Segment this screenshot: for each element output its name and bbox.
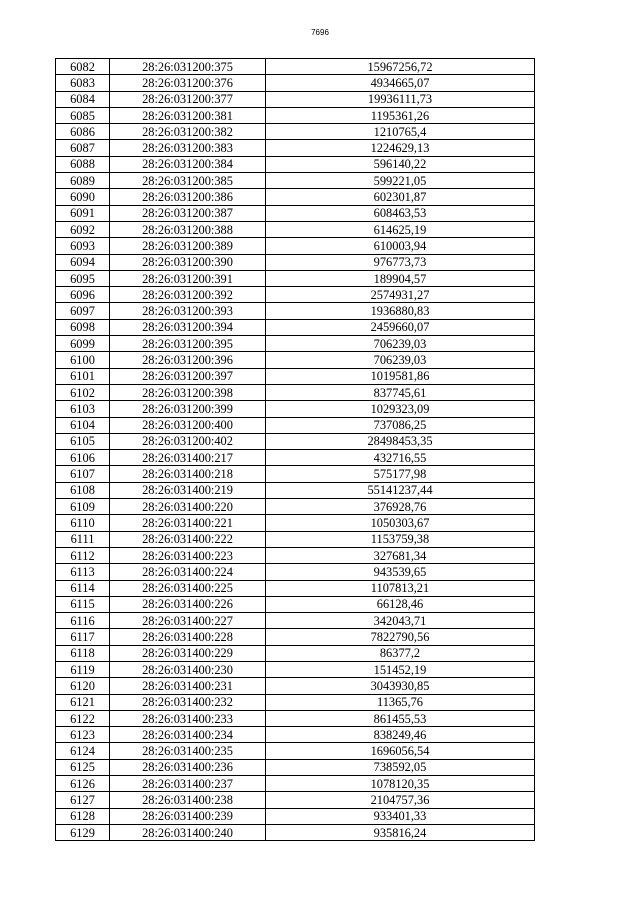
row-number-cell: 6092	[56, 221, 110, 237]
value-cell: 610003,94	[266, 238, 535, 254]
value-cell: 86377,2	[266, 645, 535, 661]
table-row	[56, 336, 535, 352]
cadastral-number-cell: 28:26:031400:236	[110, 759, 266, 775]
value-cell: 151452,19	[266, 661, 535, 677]
row-number-cell: 6125	[56, 759, 110, 775]
table-row	[56, 173, 535, 189]
table-row	[56, 417, 535, 433]
row-number-cell: 6097	[56, 303, 110, 319]
cadastral-number-cell: 28:26:031400:231	[110, 678, 266, 694]
table-row	[56, 515, 535, 531]
cadastral-number-cell: 28:26:031200:387	[110, 205, 266, 221]
value-cell: 1195361,26	[266, 107, 535, 123]
row-number-cell: 6126	[56, 776, 110, 792]
value-cell: 1050303,67	[266, 515, 535, 531]
row-number-cell: 6106	[56, 450, 110, 466]
value-cell: 2104757,36	[266, 792, 535, 808]
page-number: 7696	[311, 28, 329, 37]
table-row	[56, 450, 535, 466]
row-number-cell: 6099	[56, 336, 110, 352]
table-row	[56, 221, 535, 237]
table-row	[56, 596, 535, 612]
value-cell: 608463,53	[266, 205, 535, 221]
cadastral-number-cell: 28:26:031200:393	[110, 303, 266, 319]
cadastral-number-cell: 28:26:031200:391	[110, 270, 266, 286]
row-number-cell: 6088	[56, 156, 110, 172]
table-row	[56, 384, 535, 400]
row-number-cell: 6093	[56, 238, 110, 254]
cadastral-number-cell: 28:26:031400:240	[110, 824, 266, 840]
row-number-cell: 6118	[56, 645, 110, 661]
row-number-cell: 6112	[56, 547, 110, 563]
table-row	[56, 124, 535, 140]
value-cell: 55141237,44	[266, 482, 535, 498]
value-cell: 599221,05	[266, 173, 535, 189]
table-row	[56, 564, 535, 580]
table-row	[56, 59, 535, 75]
cadastral-number-cell: 28:26:031200:400	[110, 417, 266, 433]
cadastral-number-cell: 28:26:031400:222	[110, 531, 266, 547]
row-number-cell: 6090	[56, 189, 110, 205]
row-number-cell: 6085	[56, 107, 110, 123]
table-row	[56, 270, 535, 286]
table-row	[56, 727, 535, 743]
value-cell: 1107813,21	[266, 580, 535, 596]
cadastral-number-cell: 28:26:031400:237	[110, 776, 266, 792]
value-cell: 19936111,73	[266, 91, 535, 107]
cadastral-number-cell: 28:26:031400:224	[110, 564, 266, 580]
cadastral-number-cell: 28:26:031200:388	[110, 221, 266, 237]
table-row	[56, 499, 535, 515]
cadastral-number-cell: 28:26:031200:392	[110, 287, 266, 303]
cadastral-number-cell: 28:26:031400:221	[110, 515, 266, 531]
value-cell: 1078120,35	[266, 776, 535, 792]
value-cell: 2459660,07	[266, 319, 535, 335]
row-number-cell: 6120	[56, 678, 110, 694]
value-cell: 1936880,83	[266, 303, 535, 319]
cadastral-number-cell: 28:26:031200:399	[110, 401, 266, 417]
table-row	[56, 792, 535, 808]
cadastral-number-cell: 28:26:031200:384	[110, 156, 266, 172]
value-cell: 432716,55	[266, 450, 535, 466]
cadastral-number-cell: 28:26:031200:376	[110, 75, 266, 91]
table-row	[56, 254, 535, 270]
cadastral-number-cell: 28:26:031400:225	[110, 580, 266, 596]
row-number-cell: 6110	[56, 515, 110, 531]
table-row	[56, 401, 535, 417]
row-number-cell: 6117	[56, 629, 110, 645]
row-number-cell: 6091	[56, 205, 110, 221]
value-cell: 327681,34	[266, 547, 535, 563]
row-number-cell: 6114	[56, 580, 110, 596]
cadastral-number-cell: 28:26:031400:235	[110, 743, 266, 759]
cadastral-number-cell: 28:26:031400:238	[110, 792, 266, 808]
cadastral-number-cell: 28:26:031200:377	[110, 91, 266, 107]
table-row	[56, 287, 535, 303]
table-row	[56, 107, 535, 123]
table-row	[56, 352, 535, 368]
table-row	[56, 645, 535, 661]
row-number-cell: 6129	[56, 824, 110, 840]
cadastral-number-cell: 28:26:031200:396	[110, 352, 266, 368]
cadastral-number-cell: 28:26:031400:229	[110, 645, 266, 661]
cadastral-number-cell: 28:26:031200:394	[110, 319, 266, 335]
table-row	[56, 140, 535, 156]
value-cell: 933401,33	[266, 808, 535, 824]
cadastral-number-cell: 28:26:031200:398	[110, 384, 266, 400]
value-cell: 1153759,38	[266, 531, 535, 547]
table-row	[56, 238, 535, 254]
value-cell: 28498453,35	[266, 433, 535, 449]
row-number-cell: 6116	[56, 613, 110, 629]
table-row	[56, 808, 535, 824]
cadastral-number-cell: 28:26:031200:386	[110, 189, 266, 205]
value-cell: 602301,87	[266, 189, 535, 205]
cadastral-number-cell: 28:26:031400:234	[110, 727, 266, 743]
table-row	[56, 694, 535, 710]
cadastral-number-cell: 28:26:031200:390	[110, 254, 266, 270]
table-row	[56, 189, 535, 205]
value-cell: 342043,71	[266, 613, 535, 629]
table-row	[56, 75, 535, 91]
row-number-cell: 6105	[56, 433, 110, 449]
table-row	[56, 678, 535, 694]
table-row	[56, 368, 535, 384]
row-number-cell: 6095	[56, 270, 110, 286]
row-number-cell: 6086	[56, 124, 110, 140]
value-cell: 943539,65	[266, 564, 535, 580]
table-row	[56, 661, 535, 677]
table-row	[56, 710, 535, 726]
row-number-cell: 6082	[56, 59, 110, 75]
table-row	[56, 466, 535, 482]
value-cell: 837745,61	[266, 384, 535, 400]
value-cell: 2574931,27	[266, 287, 535, 303]
table-row	[56, 547, 535, 563]
value-cell: 976773,73	[266, 254, 535, 270]
cadastral-number-cell: 28:26:031200:395	[110, 336, 266, 352]
cadastral-number-cell: 28:26:031400:233	[110, 710, 266, 726]
cadastral-number-cell: 28:26:031200:381	[110, 107, 266, 123]
value-cell: 4934665,07	[266, 75, 535, 91]
row-number-cell: 6098	[56, 319, 110, 335]
row-number-cell: 6124	[56, 743, 110, 759]
row-number-cell: 6108	[56, 482, 110, 498]
value-cell: 376928,76	[266, 499, 535, 515]
value-cell: 861455,53	[266, 710, 535, 726]
row-number-cell: 6100	[56, 352, 110, 368]
cadastral-number-cell: 28:26:031200:382	[110, 124, 266, 140]
row-number-cell: 6096	[56, 287, 110, 303]
value-cell: 596140,22	[266, 156, 535, 172]
table-row	[56, 743, 535, 759]
row-number-cell: 6094	[56, 254, 110, 270]
value-cell: 706239,03	[266, 336, 535, 352]
table-row	[56, 531, 535, 547]
cadastral-number-cell: 28:26:031200:402	[110, 433, 266, 449]
value-cell: 66128,46	[266, 596, 535, 612]
row-number-cell: 6083	[56, 75, 110, 91]
table-row	[56, 580, 535, 596]
row-number-cell: 6128	[56, 808, 110, 824]
row-number-cell: 6123	[56, 727, 110, 743]
cadastral-number-cell: 28:26:031400:239	[110, 808, 266, 824]
cadastral-number-cell: 28:26:031200:397	[110, 368, 266, 384]
cadastral-number-cell: 28:26:031400:232	[110, 694, 266, 710]
row-number-cell: 6115	[56, 596, 110, 612]
row-number-cell: 6103	[56, 401, 110, 417]
value-cell: 15967256,72	[266, 59, 535, 75]
value-cell: 1696056,54	[266, 743, 535, 759]
value-cell: 3043930,85	[266, 678, 535, 694]
cadastral-number-cell: 28:26:031200:383	[110, 140, 266, 156]
value-cell: 935816,24	[266, 824, 535, 840]
value-cell: 614625,19	[266, 221, 535, 237]
value-cell: 1019581,86	[266, 368, 535, 384]
value-cell: 1029323,09	[266, 401, 535, 417]
table-row	[56, 613, 535, 629]
cadastral-number-cell: 28:26:031400:223	[110, 547, 266, 563]
table-row	[56, 629, 535, 645]
cadastral-number-cell: 28:26:031400:227	[110, 613, 266, 629]
value-cell: 189904,57	[266, 270, 535, 286]
cadastral-number-cell: 28:26:031200:389	[110, 238, 266, 254]
row-number-cell: 6087	[56, 140, 110, 156]
table-row	[56, 759, 535, 775]
cadastral-number-cell: 28:26:031400:217	[110, 450, 266, 466]
value-cell: 738592,05	[266, 759, 535, 775]
value-cell: 1224629,13	[266, 140, 535, 156]
cadastral-number-cell: 28:26:031400:226	[110, 596, 266, 612]
value-cell: 1210765,4	[266, 124, 535, 140]
cadastral-number-cell: 28:26:031200:375	[110, 59, 266, 75]
row-number-cell: 6107	[56, 466, 110, 482]
table-row	[56, 319, 535, 335]
row-number-cell: 6084	[56, 91, 110, 107]
table-body	[56, 59, 535, 841]
row-number-cell: 6104	[56, 417, 110, 433]
value-cell: 838249,46	[266, 727, 535, 743]
row-number-cell: 6109	[56, 499, 110, 515]
cadastral-number-cell: 28:26:031400:218	[110, 466, 266, 482]
row-number-cell: 6101	[56, 368, 110, 384]
table-row	[56, 205, 535, 221]
table-row	[56, 824, 535, 840]
row-number-cell: 6089	[56, 173, 110, 189]
value-cell: 11365,76	[266, 694, 535, 710]
table-row	[56, 482, 535, 498]
table-row	[56, 303, 535, 319]
table-row	[56, 776, 535, 792]
row-number-cell: 6111	[56, 531, 110, 547]
row-number-cell: 6119	[56, 661, 110, 677]
cadastral-number-cell: 28:26:031400:230	[110, 661, 266, 677]
row-number-cell: 6102	[56, 384, 110, 400]
value-cell: 706239,03	[266, 352, 535, 368]
value-cell: 575177,98	[266, 466, 535, 482]
data-table	[55, 58, 535, 841]
table-row	[56, 433, 535, 449]
row-number-cell: 6113	[56, 564, 110, 580]
row-number-cell: 6122	[56, 710, 110, 726]
cadastral-number-cell: 28:26:031400:228	[110, 629, 266, 645]
cadastral-number-cell: 28:26:031200:385	[110, 173, 266, 189]
cadastral-number-cell: 28:26:031400:219	[110, 482, 266, 498]
table-row	[56, 156, 535, 172]
row-number-cell: 6121	[56, 694, 110, 710]
table-row	[56, 91, 535, 107]
value-cell: 7822790,56	[266, 629, 535, 645]
cadastral-number-cell: 28:26:031400:220	[110, 499, 266, 515]
row-number-cell: 6127	[56, 792, 110, 808]
value-cell: 737086,25	[266, 417, 535, 433]
